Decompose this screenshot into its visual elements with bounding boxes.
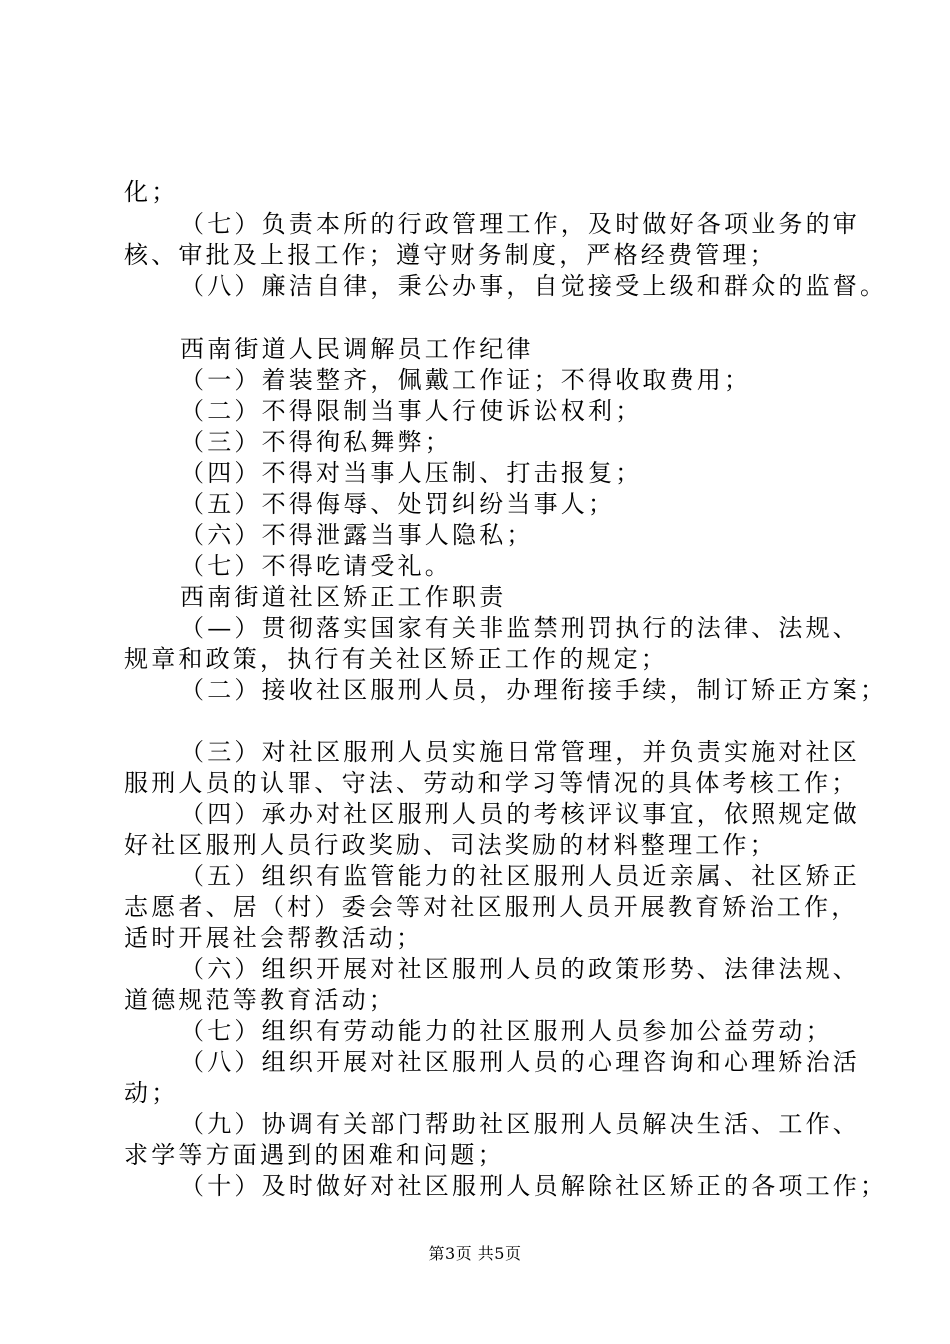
page-number: 第3页 共5页: [428, 1244, 522, 1263]
text-line: （八）廉洁自律，秉公办事，自觉接受上级和群众的监督。: [180, 272, 888, 300]
text-line: 志愿者、居（村）委会等对社区服刑人员开展教育矫治工作，: [124, 893, 859, 921]
text-line: （七）不得吃请受礼。: [180, 552, 452, 580]
text-line: 规章和政策，执行有关社区矫正工作的规定；: [124, 645, 668, 673]
text-line: （十）及时做好对社区服刑人员解除社区矫正的各项工作；: [180, 1172, 888, 1200]
text-line: 服刑人员的认罪、守法、劳动和学习等情况的具体考核工作；: [124, 769, 859, 797]
text-line: （二）接收社区服刑人员，办理衔接手续，制订矫正方案；: [180, 676, 888, 704]
text-line: （六）组织开展对社区服刑人员的政策形势、法律法规、: [180, 955, 860, 983]
text-line: （一）着装整齐，佩戴工作证；不得收取费用；: [180, 366, 752, 394]
text-line: 好社区服刑人员行政奖励、司法奖励的材料整理工作；: [124, 831, 777, 859]
text-line: 化；: [124, 178, 179, 206]
text-line: （—）贯彻落实国家有关非监禁刑罚执行的法律、法规、: [180, 614, 860, 642]
text-line: （六）不得泄露当事人隐私；: [180, 521, 534, 549]
text-line: （九）协调有关部门帮助社区服刑人员解决生活、工作、: [180, 1110, 860, 1138]
text-line: 适时开展社会帮教活动；: [124, 924, 424, 952]
text-line: （五）组织有监管能力的社区服刑人员近亲属、社区矫正: [180, 862, 860, 890]
section-heading: 西南街道社区矫正工作职责: [180, 583, 507, 611]
text-line: （五）不得侮辱、处罚纠纷当事人；: [180, 490, 616, 518]
text-line: （七）负责本所的行政管理工作，及时做好各项业务的审: [180, 210, 860, 238]
text-line: 道德规范等教育活动；: [124, 986, 396, 1014]
text-line: 求学等方面遇到的困难和问题；: [124, 1141, 505, 1169]
text-line: （三）对社区服刑人员实施日常管理，并负责实施对社区: [180, 738, 860, 766]
text-line: （四）承办对社区服刑人员的考核评议事宜，依照规定做: [180, 800, 860, 828]
text-line: 动；: [124, 1079, 179, 1107]
text-line: （七）组织有劳动能力的社区服刑人员参加公益劳动；: [180, 1017, 833, 1045]
text-line: （八）组织开展对社区服刑人员的心理咨询和心理矫治活: [180, 1048, 860, 1076]
text-line: 核、审批及上报工作；遵守财务制度，严格经费管理；: [124, 241, 777, 269]
section-heading: 西南街道人民调解员工作纪律: [180, 335, 534, 363]
text-line: （四）不得对当事人压制、打击报复；: [180, 459, 643, 487]
text-line: （三）不得徇私舞弊；: [180, 428, 452, 456]
text-line: （二）不得限制当事人行使诉讼权利；: [180, 397, 643, 425]
